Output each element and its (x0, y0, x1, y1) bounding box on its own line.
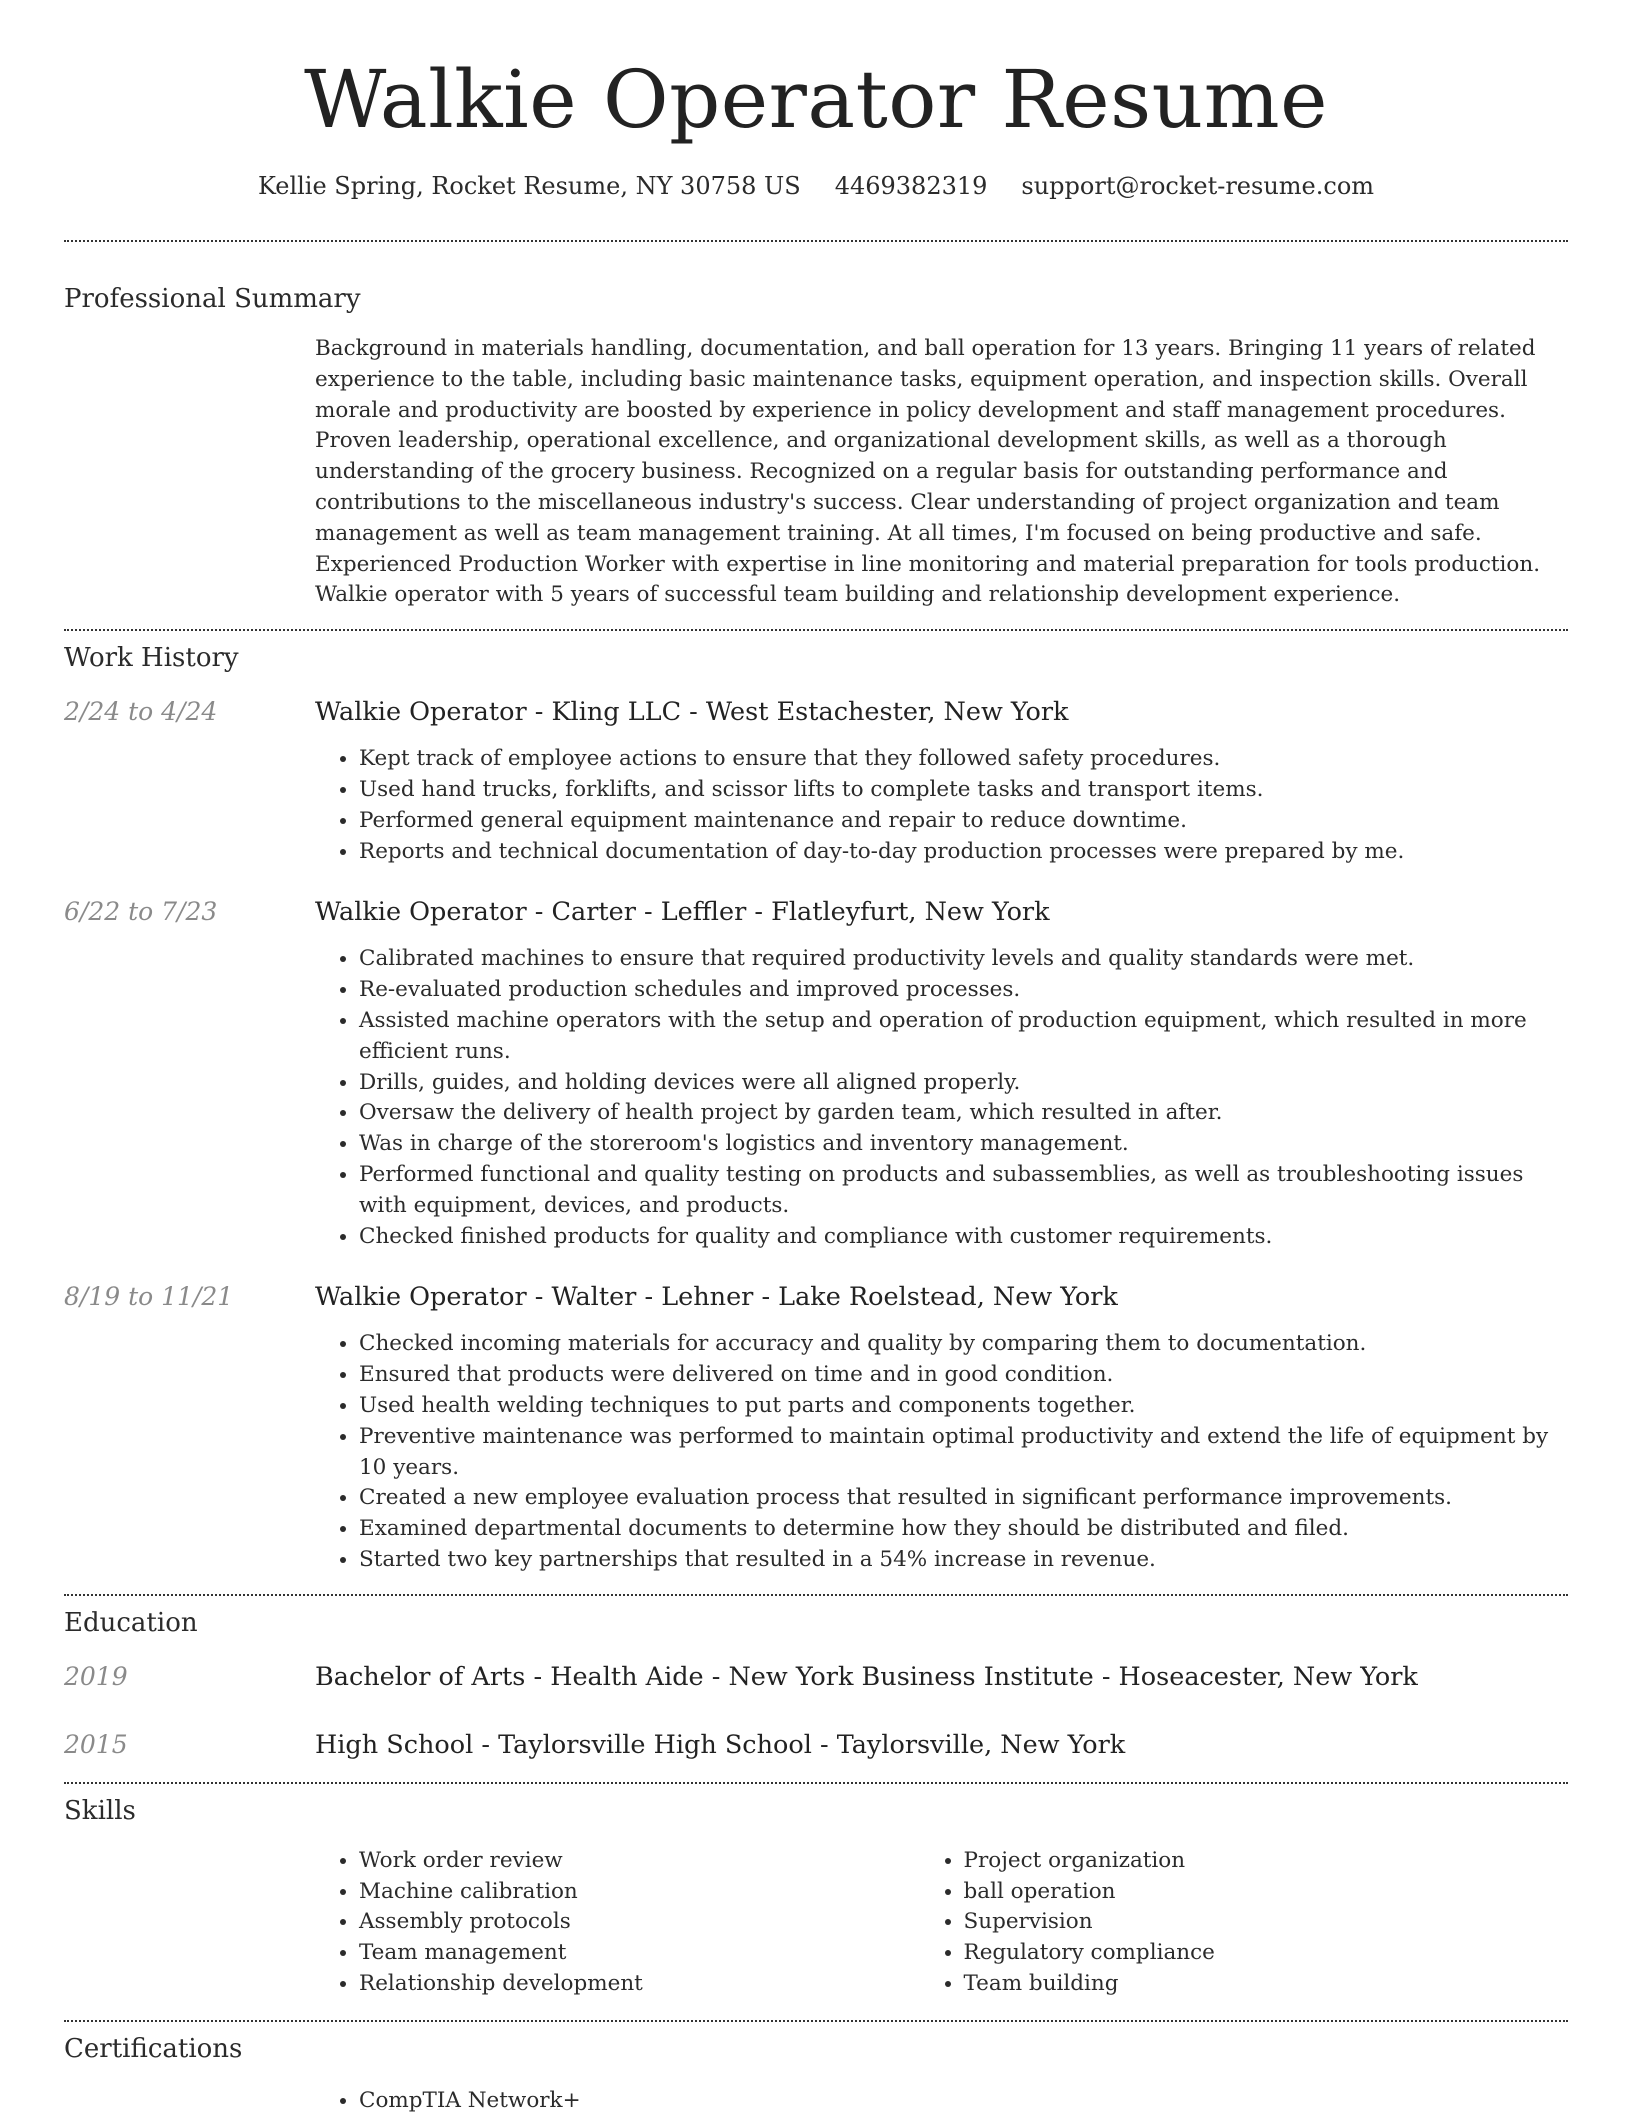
work-history-heading: Work History (64, 643, 239, 674)
list-item: • Regulatory compliance (964, 1938, 1569, 1969)
job-entry (64, 895, 1568, 1252)
skills-column-left (359, 1846, 964, 2000)
list-item: • Machine calibration (359, 1877, 964, 1908)
education-heading: Education (64, 1607, 198, 1638)
list-item: • Used hand trucks, forklifts, and scissor lifts to complete tasks and transport items. (359, 775, 1568, 806)
list-item: • Assisted machine operators with the setup and operation of production equipment, which resulted in more efficient runs. (359, 1006, 1568, 1068)
certifications-list (359, 2086, 1568, 2116)
list-item: • Was in charge of the storeroom's logistics and inventory management. (359, 1129, 1568, 1160)
list-item: • Supervision (964, 1907, 1569, 1938)
list-item: • Checked incoming materials for accuracy and quality by comparing them to documentation. (359, 1329, 1568, 1360)
list-item: • ball operation (964, 1877, 1569, 1908)
list-item: • Work order review (359, 1846, 964, 1877)
list-item: • Performed functional and quality testing on products and subassemblies, as well as troubleshooting issues with equipment, devices, and products. (359, 1160, 1568, 1222)
job-entry (64, 695, 1568, 867)
skills-list (359, 1846, 1568, 2000)
job-heading: Walkie Operator - Carter - Leffler - Flatleyfurt, New York (315, 897, 1050, 928)
contact-email: support@rocket-resume.com (1021, 172, 1375, 200)
job-bullets (359, 1329, 1568, 1575)
divider (64, 1782, 1568, 1784)
list-item: • Team management (359, 1938, 964, 1969)
list-item: • Used health welding techniques to put parts and components together. (359, 1391, 1568, 1422)
job-heading: Walkie Operator - Kling LLC - West Estachester, New York (315, 697, 1069, 728)
job-bullets (359, 944, 1568, 1252)
job-dates: 8/19 to 11/21 (64, 1282, 234, 1312)
list-item: • Kept track of employee actions to ensure that they followed safety procedures. (359, 744, 1568, 775)
summary-text: Background in materials handling, documentation, and ball operation for 13 years. Bringing 11 years of related experience to the table, including basic maintenance tasks, equipment operation, and inspection skills. Overall morale and productivity are boosted by experience in policy development and staff management procedures. Proven leadership, operational excellence, and organizational development skills, as well as a thorough understanding of the grocery business. Recognized on a regular basis for outstanding performance and contributions to the miscellaneous industry's success. Clear understanding of project organization and team management as well as team management training. At all times, I'm focused on being productive and safe. Experienced Production Worker with expertise in line monitoring and material preparation for tools production. Walkie operator with 5 years of successful team building and relationship development experience. (315, 336, 1541, 608)
contact-phone: 4469382319 (834, 172, 988, 200)
list-item: • Oversaw the delivery of health project by garden team, which resulted in after. (359, 1098, 1568, 1129)
contact-line (64, 170, 1568, 202)
divider (64, 240, 1568, 242)
list-item: • Relationship development (359, 1969, 964, 2000)
skills-heading: Skills (64, 1795, 136, 1826)
list-item: • Calibrated machines to ensure that required productivity levels and quality standards were met. (359, 944, 1568, 975)
divider (64, 2020, 1568, 2022)
resume-page (64, 0, 1568, 2116)
divider (64, 1594, 1568, 1596)
resume-title: Walkie Operator Resume (304, 53, 1328, 146)
job-heading: Walkie Operator - Walter - Lehner - Lake Roelstead, New York (315, 1282, 1118, 1313)
education-entry (64, 1660, 1568, 1694)
list-item: • Ensured that products were delivered on time and in good condition. (359, 1360, 1568, 1391)
education-heading-text: Bachelor of Arts - Health Aide - New York Business Institute - Hoseacester, New York (315, 1661, 1418, 1692)
list-item: • Preventive maintenance was performed to maintain optimal productivity and extend the life of equipment by 10 years. (359, 1422, 1568, 1484)
skills-column-right (964, 1846, 1569, 2000)
education-entry (64, 1728, 1568, 1762)
list-item: • Drills, guides, and holding devices were all aligned properly. (359, 1068, 1568, 1099)
job-dates: 2/24 to 4/24 (64, 697, 218, 727)
list-item: • Performed general equipment maintenance and repair to reduce downtime. (359, 806, 1568, 837)
list-item: • Assembly protocols (359, 1907, 964, 1938)
contact-address: Kellie Spring, Rocket Resume, NY 30758 US (257, 172, 801, 200)
list-item: • Created a new employee evaluation process that resulted in significant performance improvements. (359, 1483, 1568, 1514)
certifications-heading: Certifications (64, 2033, 243, 2064)
list-item: • CompTIA Network+ (359, 2086, 1568, 2116)
job-bullets (359, 744, 1568, 867)
summary-heading: Professional Summary (64, 284, 361, 314)
education-year: 2015 (64, 1729, 128, 1759)
education-year: 2019 (64, 1661, 128, 1691)
job-entry (64, 1280, 1568, 1575)
list-item: • Examined departmental documents to determine how they should be distributed and filed. (359, 1514, 1568, 1545)
list-item: • Reports and technical documentation of day-to-day production processes were prepared by me. (359, 837, 1568, 868)
list-item: • Re-evaluated production schedules and improved processes. (359, 975, 1568, 1006)
list-item: • Started two key partnerships that resulted in a 54% increase in revenue. (359, 1545, 1568, 1576)
list-item: • Checked finished products for quality and compliance with customer requirements. (359, 1222, 1568, 1253)
job-dates: 6/22 to 7/23 (64, 897, 218, 927)
list-item: • Team building (964, 1969, 1569, 2000)
list-item: • Project organization (964, 1846, 1569, 1877)
divider (64, 629, 1568, 631)
education-heading-text: High School - Taylorsville High School - Taylorsville, New York (315, 1729, 1126, 1760)
